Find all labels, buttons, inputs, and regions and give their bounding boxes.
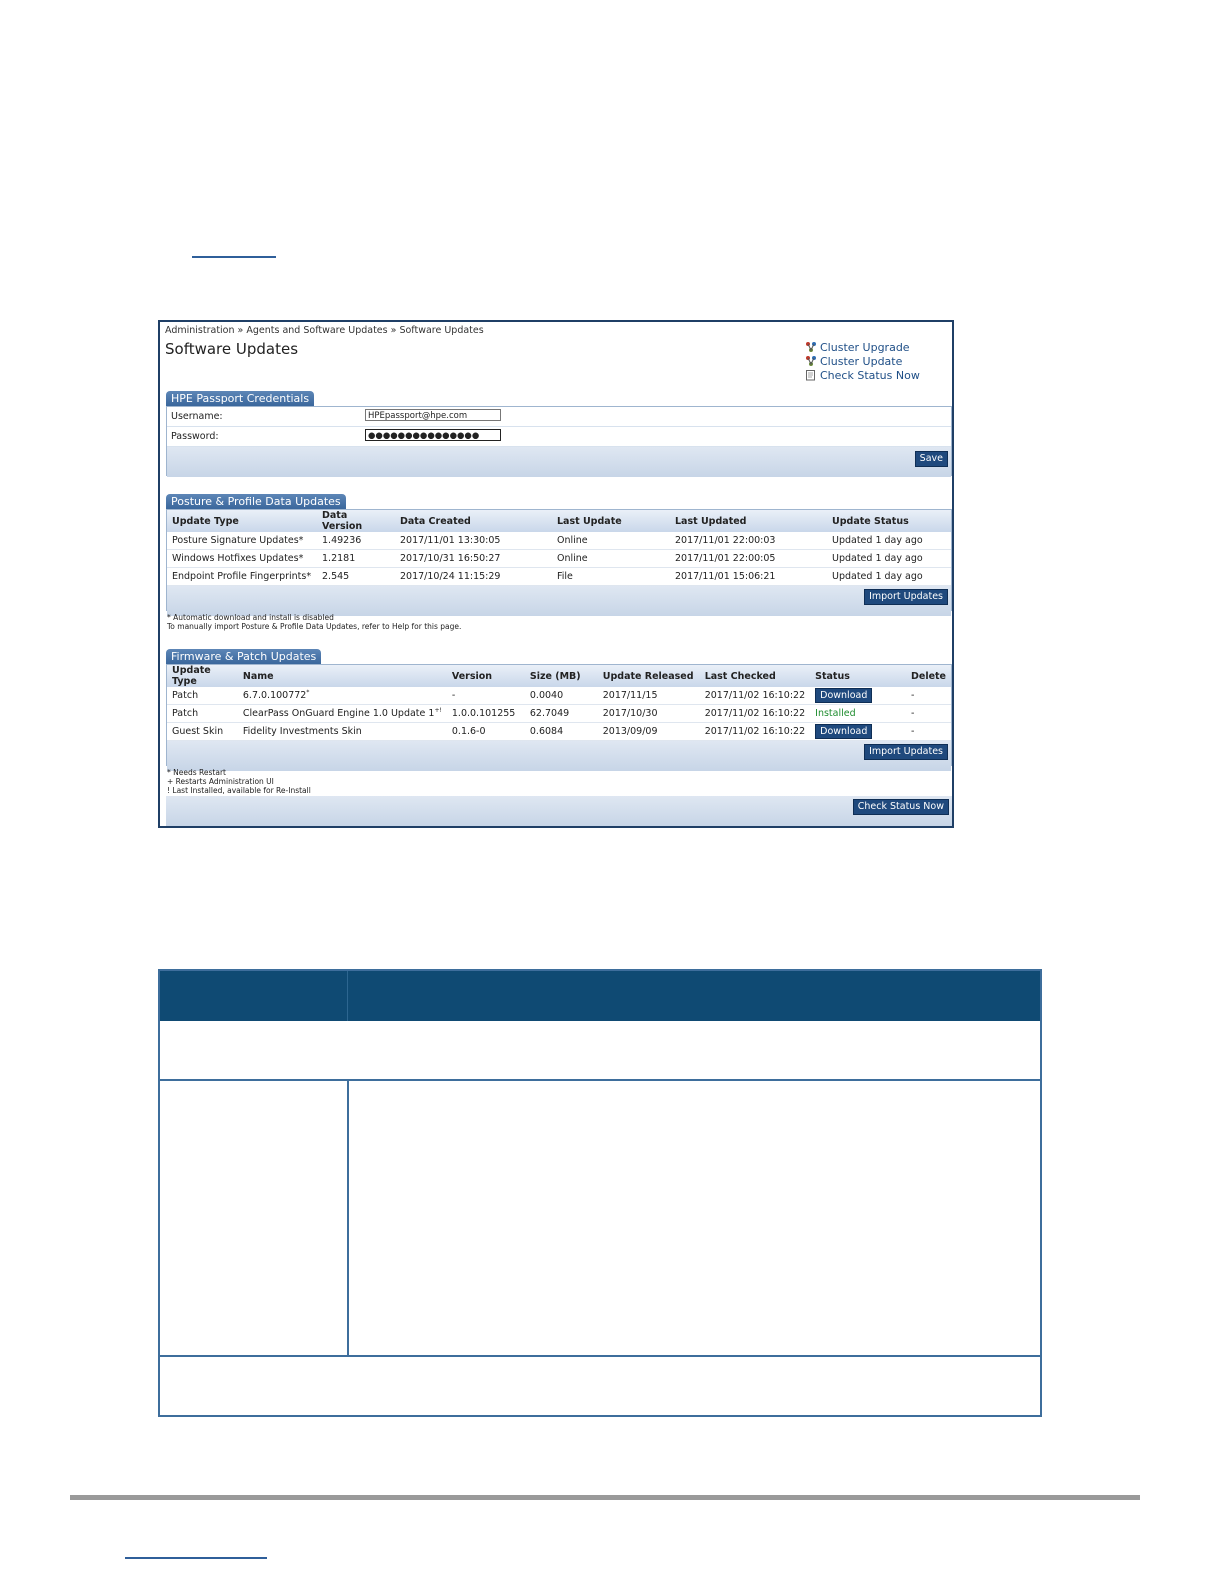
breadcrumb: Administration » Agents and Software Updates » Software Updates — [165, 325, 484, 336]
cluster-update-label: Cluster Update — [820, 354, 903, 368]
import-updates-button[interactable]: Import Updates — [864, 744, 948, 760]
username-label: Username: — [171, 411, 223, 422]
last-updated-cell: 2017/11/01 22:00:05 — [670, 550, 827, 568]
last-update-cell: Online — [552, 532, 670, 550]
firmware-table — [167, 665, 951, 741]
firmware-action-bar — [167, 741, 951, 771]
firmware-note-restarts-ui: + Restarts Administration UI — [167, 777, 274, 786]
update-type-cell: Patch — [167, 705, 238, 723]
cluster-upgrade-link[interactable] — [805, 340, 920, 354]
table-row[interactable] — [167, 705, 951, 723]
data-version-cell: 1.49236 — [317, 532, 395, 550]
import-updates-button[interactable]: Import Updates — [864, 589, 948, 605]
table-row[interactable] — [167, 550, 951, 568]
column-header[interactable]: Update Released — [598, 665, 700, 687]
username-row — [167, 407, 951, 427]
update-type-cell: Patch — [167, 687, 238, 705]
column-header[interactable]: Version — [447, 665, 525, 687]
download-button[interactable]: Download — [815, 724, 872, 739]
password-label: Password: — [171, 431, 219, 442]
download-button[interactable]: Download — [815, 688, 872, 703]
update-type-cell: Posture Signature Updates* — [167, 532, 317, 550]
column-header[interactable]: Data Version — [317, 510, 395, 532]
column-header[interactable]: Last Checked — [700, 665, 810, 687]
last-checked-cell: 2017/11/02 16:10:22 — [700, 687, 810, 705]
version-cell: - — [447, 687, 525, 705]
footer-rule — [70, 1495, 1140, 1500]
update-type-cell: Guest Skin — [167, 723, 238, 741]
username-input[interactable]: HPEpassport@hpe.com — [365, 409, 501, 421]
last-updated-cell: 2017/11/01 15:06:21 — [670, 568, 827, 586]
version-cell: 0.1.6-0 — [447, 723, 525, 741]
last-updated-cell: 2017/11/01 22:00:03 — [670, 532, 827, 550]
column-header[interactable]: Data Created — [395, 510, 552, 532]
cluster-icon — [805, 341, 817, 353]
table-row[interactable] — [167, 568, 951, 586]
table-row[interactable] — [167, 687, 951, 705]
update-status-cell: Updated 1 day ago — [827, 568, 951, 586]
name-cell: ClearPass OnGuard Engine 1.0 Update 1+! — [238, 705, 447, 723]
last-update-cell: Online — [552, 550, 670, 568]
table-divider — [160, 1355, 1040, 1357]
update-status-cell: Updated 1 day ago — [827, 550, 951, 568]
last-update-cell: File — [552, 568, 670, 586]
update-type-cell: Endpoint Profile Fingerprints* — [167, 568, 317, 586]
check-status-now-link[interactable] — [805, 368, 920, 382]
data-version-cell: 2.545 — [317, 568, 395, 586]
bottom-action-bar — [166, 796, 952, 826]
name-cell: 6.7.0.100772* — [238, 687, 447, 705]
firmware-section-tab: Firmware & Patch Updates — [166, 649, 321, 664]
parameters-table-header — [160, 971, 1040, 1021]
size-cell: 62.7049 — [525, 705, 598, 723]
cluster-icon — [805, 355, 817, 367]
name-cell: Fidelity Investments Skin — [238, 723, 447, 741]
update-status-cell: Updated 1 day ago — [827, 532, 951, 550]
column-header[interactable]: Last Update — [552, 510, 670, 532]
firmware-note-reinstall: ! Last Installed, available for Re-Install — [167, 786, 311, 795]
column-header[interactable]: Delete — [906, 665, 951, 687]
data-created-cell: 2017/11/01 13:30:05 — [395, 532, 552, 550]
credentials-panel — [166, 406, 952, 476]
posture-note-auto-disabled: * Automatic download and install is disabled — [167, 613, 334, 622]
status-cell — [810, 705, 906, 723]
data-version-cell: 1.2181 — [317, 550, 395, 568]
status-cell — [810, 723, 906, 741]
posture-table — [167, 510, 951, 586]
save-button[interactable]: Save — [915, 451, 948, 467]
delete-cell[interactable]: - — [906, 705, 951, 723]
password-row — [167, 427, 951, 447]
column-header[interactable]: Update Type — [167, 665, 238, 687]
firmware-panel — [166, 664, 952, 766]
page-title: Software Updates — [165, 340, 299, 358]
posture-header-row — [167, 510, 951, 532]
delete-cell[interactable]: - — [906, 687, 951, 705]
posture-panel — [166, 509, 952, 611]
released-cell: 2013/09/09 — [598, 723, 700, 741]
column-header[interactable]: Name — [238, 665, 447, 687]
posture-action-bar — [167, 586, 951, 616]
version-cell: 1.0.0.101255 — [447, 705, 525, 723]
table-divider — [160, 1079, 1040, 1081]
installed-status: Installed — [815, 708, 856, 719]
firmware-note-needs-restart: * Needs Restart — [167, 768, 226, 777]
posture-section-tab: Posture & Profile Data Updates — [166, 494, 346, 509]
column-header[interactable]: Status — [810, 665, 906, 687]
table-row[interactable] — [167, 723, 951, 741]
column-header[interactable]: Update Status — [827, 510, 951, 532]
last-checked-cell: 2017/11/02 16:10:22 — [700, 705, 810, 723]
cluster-upgrade-label: Cluster Upgrade — [820, 340, 910, 354]
firmware-header-row — [167, 665, 951, 687]
posture-note-manual-import: To manually import Posture & Profile Data Updates, refer to Help for this page. — [167, 622, 462, 631]
released-cell: 2017/10/30 — [598, 705, 700, 723]
password-input[interactable]: ●●●●●●●●●●●●●●● — [365, 429, 501, 441]
column-header[interactable]: Update Type — [167, 510, 317, 532]
last-checked-cell: 2017/11/02 16:10:22 — [700, 723, 810, 741]
data-created-cell: 2017/10/24 11:15:29 — [395, 568, 552, 586]
delete-cell[interactable]: - — [906, 723, 951, 741]
footer-link-underline[interactable] — [125, 1557, 267, 1559]
software-updates-screenshot — [158, 320, 954, 828]
cluster-update-link[interactable] — [805, 354, 920, 368]
status-cell — [810, 687, 906, 705]
check-status-now-button[interactable]: Check Status Now — [853, 799, 949, 815]
size-cell: 0.0040 — [525, 687, 598, 705]
column-header[interactable]: Size (MB) — [525, 665, 598, 687]
side-links — [805, 340, 920, 382]
column-header[interactable]: Last Updated — [670, 510, 827, 532]
table-column-divider — [347, 1081, 349, 1355]
update-type-cell: Windows Hotfixes Updates* — [167, 550, 317, 568]
released-cell: 2017/11/15 — [598, 687, 700, 705]
credentials-section-tab: HPE Passport Credentials — [166, 391, 314, 406]
credentials-action-bar — [167, 447, 951, 477]
size-cell: 0.6084 — [525, 723, 598, 741]
parameters-table — [158, 969, 1042, 1417]
top-link-underline[interactable] — [192, 256, 276, 258]
document-icon — [805, 369, 817, 381]
data-created-cell: 2017/10/31 16:50:27 — [395, 550, 552, 568]
check-status-now-label: Check Status Now — [820, 368, 920, 382]
table-row[interactable] — [167, 532, 951, 550]
